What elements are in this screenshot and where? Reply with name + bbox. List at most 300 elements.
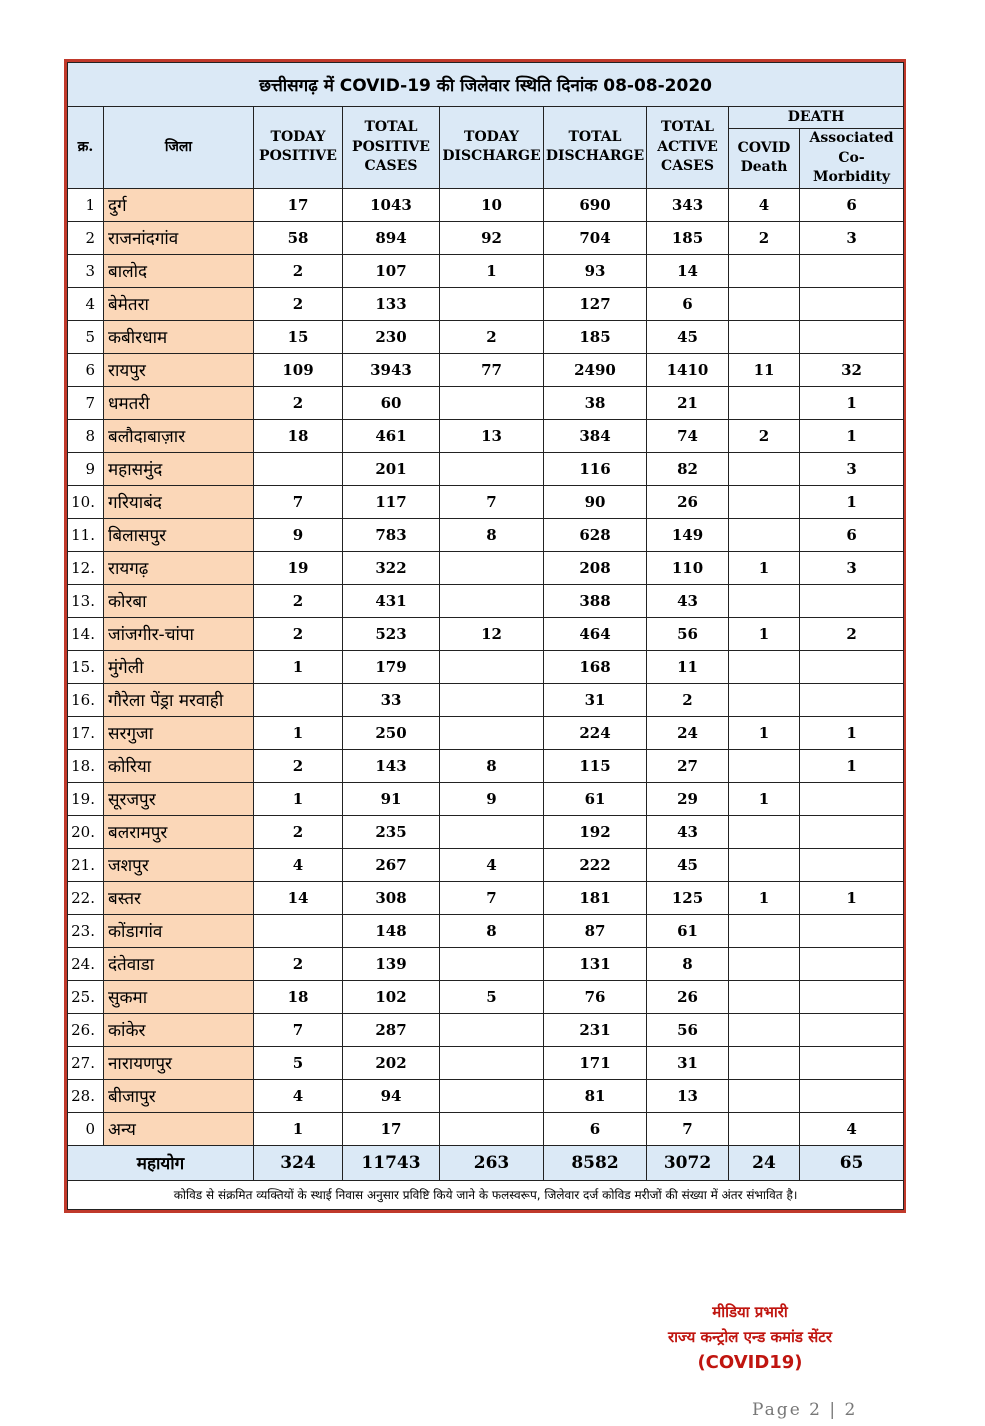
cell-covid-death [729,1112,800,1145]
cell-comorbidity [800,1013,904,1046]
cell-today-discharge [440,452,544,485]
cell-today-positive: 58 [254,221,343,254]
header-covid-death: COVID Death [729,129,800,189]
cell-total-discharge: 388 [544,584,647,617]
cell-district: सुकमा [104,980,254,1013]
cell-today-discharge: 77 [440,353,544,386]
cell-covid-death [729,650,800,683]
table-row [68,1079,904,1112]
cell-total-active: 26 [647,485,729,518]
cell-today-positive: 4 [254,848,343,881]
signature-office: राज्य कन्ट्रोल एन्ड कमांड सेंटर [668,1328,832,1346]
header-today-positive: TODAY POSITIVE [254,107,343,189]
table-row [68,947,904,980]
cell-today-positive: 17 [254,188,343,221]
cell-comorbidity: 3 [800,551,904,584]
cell-comorbidity: 6 [800,518,904,551]
cell-comorbidity: 4 [800,1112,904,1145]
cell-covid-death [729,518,800,551]
total-covid-death: 24 [729,1145,800,1180]
cell-today-discharge [440,1046,544,1079]
cell-total-discharge: 171 [544,1046,647,1079]
cell-today-positive: 7 [254,1013,343,1046]
cell-today-positive: 2 [254,617,343,650]
cell-total-active: 2 [647,683,729,716]
cell-total-active: 11 [647,650,729,683]
table-row [68,881,904,914]
cell-today-discharge [440,584,544,617]
cell-today-positive: 7 [254,485,343,518]
cell-total-discharge: 90 [544,485,647,518]
cell-today-positive: 1 [254,1112,343,1145]
cell-today-positive: 18 [254,980,343,1013]
cell-district: राजनांदगांव [104,221,254,254]
signature-title: मीडिया प्रभारी [712,1303,788,1321]
cell-covid-death [729,287,800,320]
cell-today-positive: 19 [254,551,343,584]
cell-today-discharge: 8 [440,749,544,782]
cell-total-discharge: 208 [544,551,647,584]
cell-covid-death: 4 [729,188,800,221]
cell-district: जांजगीर-चांपा [104,617,254,650]
cell-total-discharge: 116 [544,452,647,485]
cell-today-positive: 1 [254,782,343,815]
cell-covid-death [729,914,800,947]
cell-total-active: 13 [647,1079,729,1112]
table-row [68,518,904,551]
cell-total-positive: 461 [343,419,440,452]
cell-district: नारायणपुर [104,1046,254,1079]
cell-comorbidity: 1 [800,386,904,419]
cell-today-positive: 2 [254,287,343,320]
cell-covid-death [729,1079,800,1112]
cell-district: महासमुंद [104,452,254,485]
cell-today-positive [254,914,343,947]
cell-today-positive: 5 [254,1046,343,1079]
cell-total-active: 26 [647,980,729,1013]
cell-covid-death [729,254,800,287]
cell-district: रायगढ़ [104,551,254,584]
cell-total-discharge: 222 [544,848,647,881]
cell-today-discharge: 8 [440,914,544,947]
cell-district: बीजापुर [104,1079,254,1112]
cell-total-active: 21 [647,386,729,419]
cell-total-active: 56 [647,1013,729,1046]
header-death: DEATH [729,107,904,129]
cell-total-discharge: 76 [544,980,647,1013]
cell-today-positive: 15 [254,320,343,353]
cell-district: धमतरी [104,386,254,419]
cell-today-positive: 1 [254,716,343,749]
cell-today-discharge [440,716,544,749]
cell-total-discharge: 185 [544,320,647,353]
cell-covid-death: 2 [729,221,800,254]
cell-today-discharge: 7 [440,485,544,518]
cell-covid-death [729,452,800,485]
cell-comorbidity [800,1046,904,1079]
cell-today-discharge: 7 [440,881,544,914]
header-district: जिला [104,107,254,189]
cell-total-discharge: 192 [544,815,647,848]
table-row [68,551,904,584]
cell-comorbidity: 32 [800,353,904,386]
cell-total-discharge: 87 [544,914,647,947]
total-row [68,1145,904,1180]
cell-today-positive: 109 [254,353,343,386]
cell-district: बलौदाबाज़ार [104,419,254,452]
page-number: Page 2 | 2 [752,1400,858,1420]
table-row [68,287,904,320]
cell-district: जशपुर [104,848,254,881]
cell-today-positive: 18 [254,419,343,452]
cell-total-positive: 894 [343,221,440,254]
cell-today-discharge: 4 [440,848,544,881]
cell-total-active: 43 [647,815,729,848]
cell-comorbidity: 1 [800,716,904,749]
cell-total-active: 343 [647,188,729,221]
cell-today-discharge: 5 [440,980,544,1013]
cell-total-positive: 431 [343,584,440,617]
table-row [68,386,904,419]
cell-sn: 7 [68,386,104,419]
cell-today-discharge [440,386,544,419]
table-row [68,254,904,287]
table-row [68,617,904,650]
cell-today-positive: 2 [254,386,343,419]
cell-district: कोरिया [104,749,254,782]
cell-sn: 9 [68,452,104,485]
total-today-positive: 324 [254,1145,343,1180]
cell-comorbidity: 3 [800,452,904,485]
cell-today-positive: 2 [254,749,343,782]
cell-total-positive: 107 [343,254,440,287]
cell-today-positive: 14 [254,881,343,914]
cell-today-discharge: 92 [440,221,544,254]
cell-total-positive: 139 [343,947,440,980]
cell-total-active: 61 [647,914,729,947]
cell-today-positive: 2 [254,815,343,848]
cell-covid-death [729,815,800,848]
cell-district: बस्तर [104,881,254,914]
signature-unit: (COVID19) [697,1352,803,1373]
cell-district: दंतेवाडा [104,947,254,980]
cell-district: बलरामपुर [104,815,254,848]
cell-today-discharge: 2 [440,320,544,353]
cell-comorbidity [800,815,904,848]
cell-sn: 22. [68,881,104,914]
cell-sn: 15. [68,650,104,683]
header-total-active: TOTAL ACTIVE CASES [647,107,729,189]
cell-sn: 16. [68,683,104,716]
cell-total-discharge: 115 [544,749,647,782]
total-label: महायोग [68,1145,254,1180]
cell-total-active: 31 [647,1046,729,1079]
cell-sn: 3 [68,254,104,287]
cell-sn: 1 [68,188,104,221]
table-body [68,188,904,1145]
cell-total-active: 27 [647,749,729,782]
cell-sn: 10. [68,485,104,518]
cell-total-active: 149 [647,518,729,551]
cell-district: दुर्ग [104,188,254,221]
cell-total-active: 74 [647,419,729,452]
cell-comorbidity: 1 [800,485,904,518]
table-row [68,584,904,617]
cell-covid-death [729,848,800,881]
table-row [68,815,904,848]
cell-covid-death [729,584,800,617]
cell-comorbidity [800,947,904,980]
table-row [68,716,904,749]
cell-total-active: 56 [647,617,729,650]
total-total-positive: 11743 [343,1145,440,1180]
cell-comorbidity [800,848,904,881]
table-row [68,914,904,947]
cell-district: बेमेतरा [104,287,254,320]
cell-today-discharge: 13 [440,419,544,452]
cell-comorbidity [800,1079,904,1112]
cell-district: सरगुजा [104,716,254,749]
cell-total-active: 45 [647,320,729,353]
table-row [68,683,904,716]
table-title: छत्तीसगढ़ में COVID-19 की जिलेवार स्थिति दिनांक 08-08-2020 [68,63,904,107]
cell-today-discharge [440,947,544,980]
cell-total-positive: 133 [343,287,440,320]
cell-comorbidity [800,980,904,1013]
cell-total-positive: 1043 [343,188,440,221]
table-row [68,353,904,386]
table-row [68,188,904,221]
cell-covid-death [729,1013,800,1046]
cell-sn: 12. [68,551,104,584]
cell-total-active: 1410 [647,353,729,386]
cell-total-positive: 117 [343,485,440,518]
cell-covid-death [729,683,800,716]
cell-total-active: 14 [647,254,729,287]
cell-comorbidity [800,650,904,683]
cell-total-discharge: 2490 [544,353,647,386]
cell-total-discharge: 384 [544,419,647,452]
cell-comorbidity: 1 [800,749,904,782]
cell-district: कांकेर [104,1013,254,1046]
cell-today-positive: 2 [254,584,343,617]
cell-total-positive: 179 [343,650,440,683]
cell-covid-death [729,749,800,782]
cell-total-positive: 17 [343,1112,440,1145]
cell-covid-death [729,947,800,980]
header-total-positive: TOTAL POSITIVE CASES [343,107,440,189]
cell-sn: 19. [68,782,104,815]
cell-total-positive: 322 [343,551,440,584]
cell-covid-death [729,1046,800,1079]
total-total-active: 3072 [647,1145,729,1180]
cell-today-discharge [440,551,544,584]
table-row [68,980,904,1013]
cell-today-positive: 4 [254,1079,343,1112]
cell-total-active: 7 [647,1112,729,1145]
cell-sn: 23. [68,914,104,947]
cell-covid-death: 1 [729,617,800,650]
cell-total-discharge: 690 [544,188,647,221]
table-row [68,485,904,518]
header-comorbidity: Associated Co-Morbidity [800,129,904,189]
table-row [68,452,904,485]
cell-total-active: 110 [647,551,729,584]
cell-total-active: 8 [647,947,729,980]
cell-sn: 13. [68,584,104,617]
table-row [68,1013,904,1046]
cell-comorbidity: 6 [800,188,904,221]
footnote: कोविड से संक्रमित व्यक्तियों के स्थाई निवास अनुसार प्रविष्टि किये जाने के फलस्वरूप, जिलेवार दर्ज कोविड मरीजों की संख्या में अंतर संभावित है। [68,1180,904,1209]
cell-sn: 25. [68,980,104,1013]
cell-comorbidity [800,782,904,815]
cell-total-active: 82 [647,452,729,485]
cell-district: अन्य [104,1112,254,1145]
cell-total-positive: 287 [343,1013,440,1046]
cell-total-discharge: 93 [544,254,647,287]
cell-sn: 18. [68,749,104,782]
cell-today-discharge: 10 [440,188,544,221]
signature-block [600,1300,900,1375]
cell-district: गरियाबंद [104,485,254,518]
table-row [68,320,904,353]
cell-district: बालोद [104,254,254,287]
cell-today-positive: 1 [254,650,343,683]
header-today-discharge: TODAY DISCHARGE [440,107,544,189]
cell-comorbidity [800,584,904,617]
cell-today-discharge [440,1112,544,1145]
cell-total-active: 185 [647,221,729,254]
cell-total-discharge: 61 [544,782,647,815]
cell-total-active: 29 [647,782,729,815]
cell-today-discharge [440,1013,544,1046]
cell-today-discharge [440,1079,544,1112]
cell-sn: 6 [68,353,104,386]
total-today-discharge: 263 [440,1145,544,1180]
cell-total-positive: 267 [343,848,440,881]
cell-sn: 26. [68,1013,104,1046]
table-row [68,749,904,782]
cell-total-active: 43 [647,584,729,617]
cell-comorbidity: 2 [800,617,904,650]
cell-total-discharge: 181 [544,881,647,914]
cell-total-positive: 94 [343,1079,440,1112]
cell-covid-death: 1 [729,881,800,914]
cell-sn: 14. [68,617,104,650]
cell-today-discharge [440,287,544,320]
cell-total-active: 45 [647,848,729,881]
header-total-discharge: TOTAL DISCHARGE [544,107,647,189]
cell-sn: 27. [68,1046,104,1079]
cell-total-positive: 91 [343,782,440,815]
cell-covid-death [729,386,800,419]
cell-total-discharge: 127 [544,287,647,320]
cell-total-positive: 60 [343,386,440,419]
cell-today-discharge [440,683,544,716]
cell-today-discharge: 12 [440,617,544,650]
cell-district: कोंडागांव [104,914,254,947]
cell-today-positive: 2 [254,947,343,980]
cell-today-discharge [440,650,544,683]
cell-sn: 8 [68,419,104,452]
cell-comorbidity [800,914,904,947]
table-row [68,221,904,254]
cell-covid-death: 2 [729,419,800,452]
cell-total-discharge: 38 [544,386,647,419]
cell-today-positive: 2 [254,254,343,287]
table-row [68,650,904,683]
covid-district-table-frame [64,59,906,1213]
cell-comorbidity: 3 [800,221,904,254]
cell-total-positive: 202 [343,1046,440,1079]
cell-total-positive: 308 [343,881,440,914]
cell-sn: 5 [68,320,104,353]
cell-today-discharge: 1 [440,254,544,287]
cell-comorbidity [800,320,904,353]
cell-covid-death: 1 [729,716,800,749]
cell-total-discharge: 464 [544,617,647,650]
cell-comorbidity [800,683,904,716]
cell-total-positive: 33 [343,683,440,716]
table-row [68,419,904,452]
cell-today-discharge: 8 [440,518,544,551]
cell-sn: 21. [68,848,104,881]
cell-total-discharge: 231 [544,1013,647,1046]
table-row [68,1046,904,1079]
cell-district: कोरबा [104,584,254,617]
cell-district: बिलासपुर [104,518,254,551]
cell-total-positive: 102 [343,980,440,1013]
cell-covid-death [729,320,800,353]
cell-total-positive: 235 [343,815,440,848]
cell-today-positive: 9 [254,518,343,551]
cell-total-positive: 230 [343,320,440,353]
cell-total-active: 24 [647,716,729,749]
cell-total-active: 6 [647,287,729,320]
cell-sn: 24. [68,947,104,980]
table-row [68,848,904,881]
cell-total-discharge: 81 [544,1079,647,1112]
cell-total-discharge: 6 [544,1112,647,1145]
cell-today-positive [254,452,343,485]
cell-total-positive: 3943 [343,353,440,386]
covid-district-table [67,62,904,1210]
cell-sn: 28. [68,1079,104,1112]
cell-sn: 2 [68,221,104,254]
cell-covid-death: 1 [729,782,800,815]
cell-covid-death [729,485,800,518]
header-sn: क्र. [68,107,104,189]
cell-covid-death: 1 [729,551,800,584]
cell-comorbidity: 1 [800,881,904,914]
cell-total-positive: 143 [343,749,440,782]
cell-total-discharge: 31 [544,683,647,716]
cell-total-positive: 783 [343,518,440,551]
cell-total-positive: 148 [343,914,440,947]
cell-district: गौरेला पेंड्रा मरवाही [104,683,254,716]
cell-total-discharge: 224 [544,716,647,749]
cell-total-positive: 523 [343,617,440,650]
cell-sn: 20. [68,815,104,848]
cell-comorbidity [800,287,904,320]
cell-district: रायपुर [104,353,254,386]
cell-today-discharge [440,815,544,848]
cell-total-discharge: 131 [544,947,647,980]
cell-sn: 0 [68,1112,104,1145]
cell-comorbidity: 1 [800,419,904,452]
cell-total-discharge: 168 [544,650,647,683]
cell-total-positive: 250 [343,716,440,749]
